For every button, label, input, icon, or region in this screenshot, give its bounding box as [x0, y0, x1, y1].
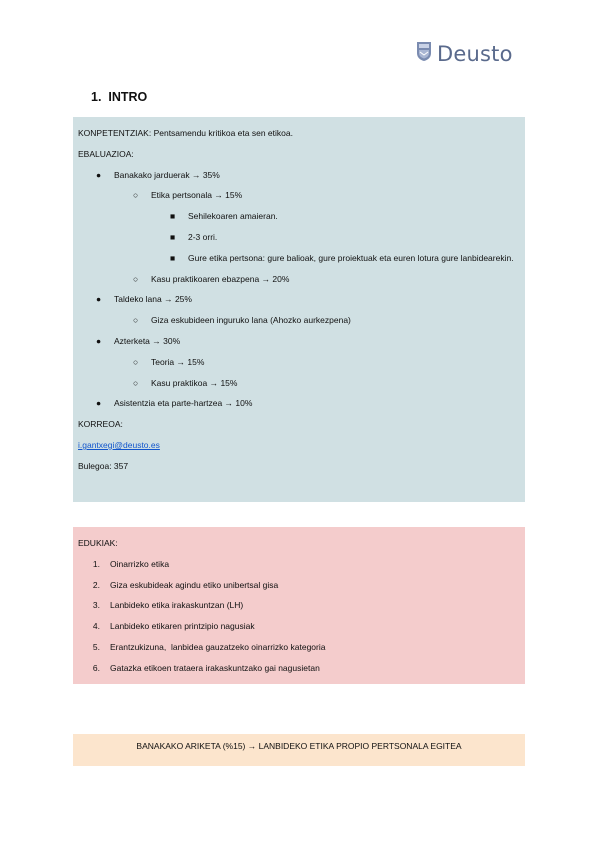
list-item: ○ Kasu praktikoa → 15%	[78, 373, 520, 394]
section-title: INTRO	[108, 90, 148, 104]
list-item: ○ Kasu praktikoaren ebazpena → 20%	[78, 269, 520, 290]
square-bullet-icon: ■	[170, 252, 176, 263]
disc-bullet-icon: ●	[96, 335, 102, 346]
bulegoa-line: Bulegoa: 357	[78, 460, 129, 471]
list-item: ■ 2-3 orri.	[78, 227, 520, 248]
list-item: 4. Lanbideko etikaren printzipio nagusiak	[92, 621, 255, 632]
logo-text: Deusto	[437, 41, 513, 66]
edukiak-label: EDUKIAK:	[78, 538, 118, 548]
disc-bullet-icon: ●	[96, 294, 102, 305]
circle-bullet-icon: ○	[133, 356, 139, 367]
deusto-crest-icon	[416, 40, 432, 67]
circle-bullet-icon: ○	[133, 190, 139, 201]
circle-bullet-icon: ○	[133, 315, 139, 326]
list-item: ■ Gure etika pertsona: gure balioak, gure proiektuak eta euren lotura gure lanbidearekin.	[78, 248, 520, 269]
list-item: 2. Giza eskubideak agindu etiko unibertsal gisa	[92, 579, 279, 590]
deusto-logo	[416, 40, 513, 67]
list-item: ● Taldeko lana → 25%	[78, 289, 520, 310]
intro-box	[73, 117, 525, 502]
disc-bullet-icon: ●	[96, 169, 102, 180]
list-item: ■ Sehilekoaren amaieran.	[78, 206, 520, 227]
banakako-ariketa-text: BANAKAKO ARIKETA (%15) → LANBIDEKO ETIKA PROPIO PERTSONALA EGITEA	[136, 741, 462, 751]
edukiak-box	[73, 527, 525, 684]
list-item: ○ Etika pertsonala → 15%	[78, 185, 520, 206]
email-link[interactable]: i.gantxegi@deusto.es	[78, 439, 160, 450]
list-item: 1. Oinarrizko etika	[92, 558, 170, 569]
list-item: ● Banakako jarduerak → 35%	[78, 165, 520, 186]
square-bullet-icon: ■	[170, 211, 176, 222]
circle-bullet-icon: ○	[133, 273, 139, 284]
korreoa-label: KORREOA:	[78, 419, 123, 430]
list-item: ○ Giza eskubideen inguruko lana (Ahozko aurkezpena)	[78, 310, 520, 331]
section-number: 1.	[91, 90, 102, 104]
list-item: ● Azterketa → 30%	[78, 331, 520, 352]
konpetentziak-line: KONPETENTZIAK: Pentsamendu kritikoa eta sen etikoa.	[78, 128, 293, 138]
list-item: 5. Erantzukizuna, lanbidea gauzatzeko oinarrizko kategoria	[92, 641, 326, 652]
section-heading	[91, 90, 147, 104]
square-bullet-icon: ■	[170, 231, 176, 242]
list-item: ○ Teoria → 15%	[78, 352, 520, 373]
banakako-ariketa-box	[73, 734, 525, 766]
list-item: 6. Gatazka etikoen trataera irakaskuntzako gai nagusietan	[92, 662, 320, 673]
circle-bullet-icon: ○	[133, 377, 139, 388]
disc-bullet-icon: ●	[96, 398, 102, 409]
ebaluazioa-label: EBALUAZIOA:	[78, 148, 134, 159]
list-item: ● Asistentzia eta parte-hartzea → 10%	[78, 393, 520, 414]
list-item: 3. Lanbideko etika irakaskuntzan (LH)	[92, 600, 244, 611]
